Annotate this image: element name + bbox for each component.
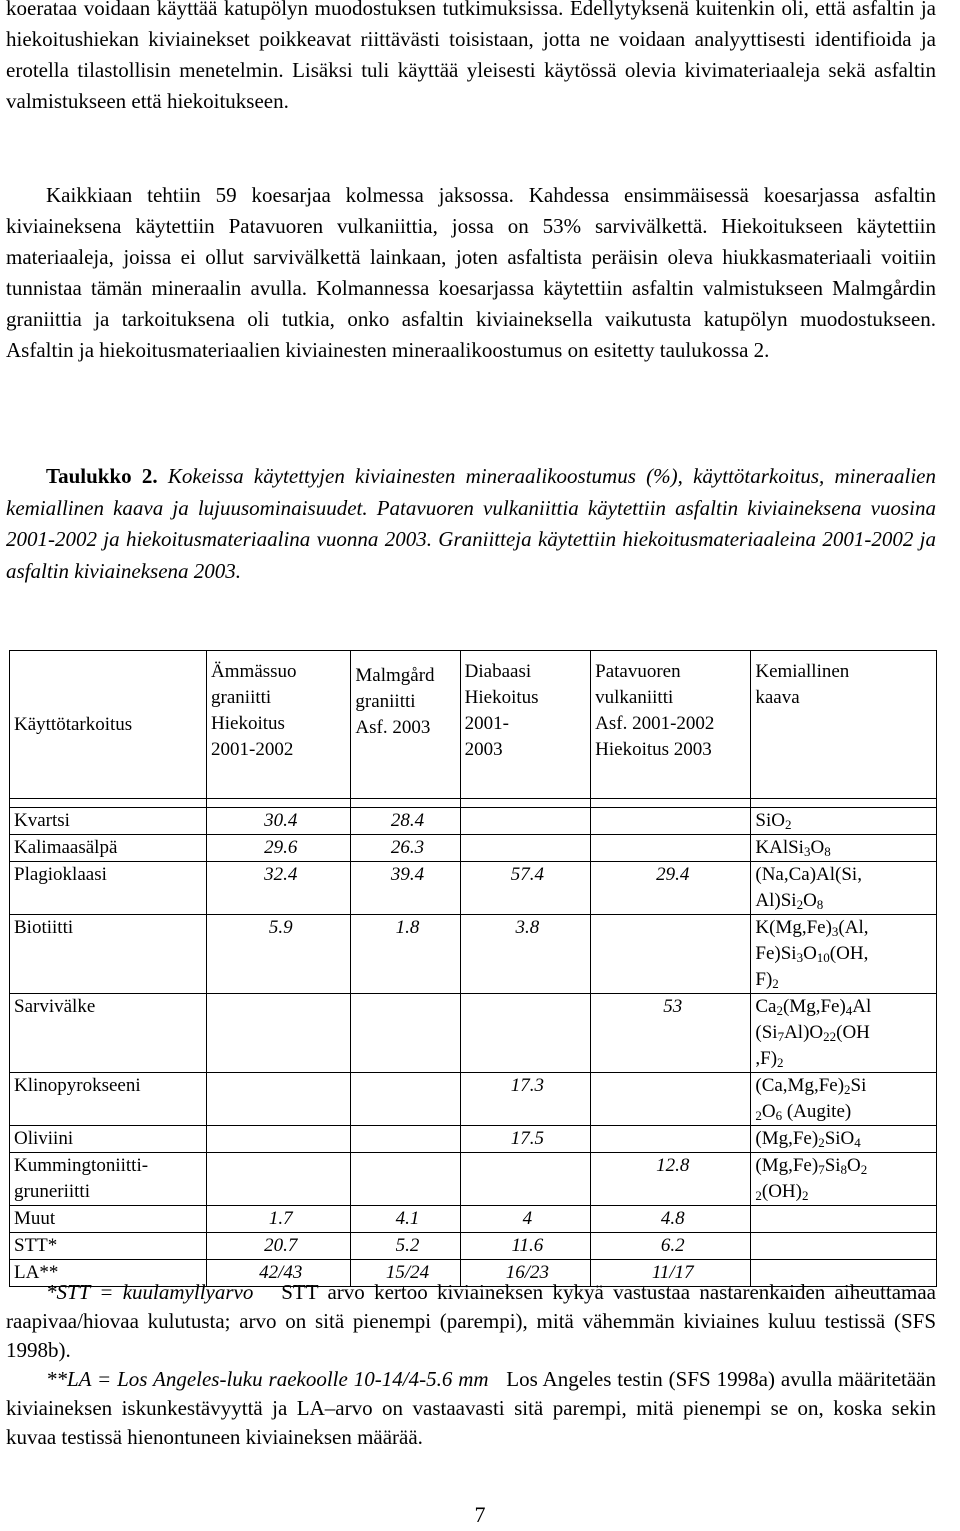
- table-row: [10, 808, 937, 835]
- row-label: Oliviini: [10, 1126, 207, 1153]
- value-cell: 57.4: [460, 862, 590, 915]
- table-caption: [6, 461, 936, 587]
- value-cell: 4.1: [351, 1206, 460, 1233]
- value-cell: [207, 1153, 351, 1206]
- table-row: [10, 1206, 937, 1233]
- formula-cell: [751, 1233, 937, 1260]
- value-cell: [207, 1126, 351, 1153]
- value-cell: [460, 1153, 590, 1206]
- footnote-stt-label: *STT = kuulamyllyarvo: [46, 1280, 254, 1304]
- value-cell: 29.4: [591, 862, 751, 915]
- intro-paragraph: koerataa voidaan käyttää katupölyn muodostuksen tutkimuksissa. Edellytyksenä kuitenkin oli, että asfaltin ja hiekoitushiekan kiviainekset poikkeavat riittävästi toisistaan, jotta ne voidaan analyyttisesti identifioida ja erotella tilastollisin menetelmin. Lisäksi tuli käyttää yleisesti käytössä olevia kivimateriaaleja sekä asfaltin valmistukseen että hiekoitukseen.: [6, 0, 936, 113]
- row-label: Plagioklaasi: [10, 862, 207, 915]
- value-cell: 17.3: [460, 1073, 590, 1126]
- value-cell: [207, 994, 351, 1073]
- value-cell: 1.7: [207, 1206, 351, 1233]
- footnote-la-label: **LA = Los Angeles-luku raekoolle 10-14/4-5.6 mm: [46, 1367, 489, 1391]
- header-malmgard: Malmgård graniitti Asf. 2003: [351, 651, 460, 799]
- value-cell: [460, 835, 590, 862]
- row-label: Biotiitti: [10, 915, 207, 994]
- value-cell: 26.3: [351, 835, 460, 862]
- table-row: [10, 835, 937, 862]
- table-header-row: [10, 651, 937, 799]
- value-cell: 5.9: [207, 915, 351, 994]
- table-row: [10, 1126, 937, 1153]
- value-cell: 53: [591, 994, 751, 1073]
- formula-cell: $(Mg,Fe)_7Si_8O_2$ $_2(OH)_2$: [751, 1153, 937, 1206]
- value-cell: [591, 808, 751, 835]
- table-row: [10, 994, 937, 1073]
- page-number: 7: [474, 1502, 486, 1527]
- experiment-paragraph-text: Kaikkiaan tehtiin 59 koesarjaa kolmessa jaksossa. Kahdessa ensimmäisessä koesarjassa asfaltin kiviaineksena käytettiin Patavuoren vulkaniittia, jossa on 53% sarvivälkettä. Hiekoitukseen käytettiin materiaaleja, joissa ei ollut sarvivälkettä lainkaan, joten asfaltista peräisin oleva hiukkasmateriaali voitiin tunnistaa tämän mineraalin avulla. Kolmannessa koesarjassa käytettiin asfaltin valmistukseen Malmgårdin graniittia ja tarkoituksena oli tutkia, onko asfaltin kiviaineksella vaikutusta katupölyn muodostukseen. Asfaltin ja hiekoitusmateriaalien kiviainesten mineraalikoostumus on esitetty taulukossa 2.: [6, 183, 936, 362]
- row-label: STT*: [10, 1233, 207, 1260]
- value-cell: 4: [460, 1206, 590, 1233]
- value-cell: [591, 915, 751, 994]
- footnote-stt-text: STT arvo kertoo kiviaineksen kykyä vastustaa nastarenkaiden aiheuttamaa raapivaa/hiovaa kulutusta; arvo on sitä pienempi (parempi), mitä vähemmän kiviaines kuluu testissä (SFS 1998b).: [6, 1280, 936, 1362]
- value-cell: [351, 1153, 460, 1206]
- header-kayttotarkoitus: Käyttötarkoitus: [10, 651, 207, 799]
- value-cell: [351, 1073, 460, 1126]
- formula-cell: $(Ca,Mg,Fe)_2Si$ $_2O_6$ (Augite): [751, 1073, 937, 1126]
- header-diabaasi: Diabaasi Hiekoitus 2001- 2003: [460, 651, 590, 799]
- header-ammassuo: Ämmässuo graniitti Hiekoitus 2001-2002: [207, 651, 351, 799]
- value-cell: 32.4: [207, 862, 351, 915]
- value-cell: 11/17: [591, 1260, 751, 1287]
- value-cell: 4.8: [591, 1206, 751, 1233]
- table-row: [10, 915, 937, 994]
- value-cell: [460, 808, 590, 835]
- formula-cell: [751, 1206, 937, 1233]
- table-caption-label: Taulukko 2.: [46, 464, 158, 488]
- value-cell: 6.2: [591, 1233, 751, 1260]
- table-caption-text: Kokeissa käytettyjen kiviainesten mineraalikoostumus (%), käyttötarkoitus, mineraalien kemiallinen kaava ja lujuusominaisuudet. Patavuoren vulkaniittia käytettiin asfaltin kiviaineksena vuosina 2001-2002 ja hiekoitusmateriaalina vuonna 2003. Graniitteja käytettiin hiekoitusmateriaaleina 2001-2002 ja asfaltin kiviaineksena 2003.: [6, 464, 937, 583]
- value-cell: [351, 1126, 460, 1153]
- value-cell: [460, 994, 590, 1073]
- formula-cell: $(Mg,Fe)_2SiO_4$: [751, 1126, 937, 1153]
- mineral-table: [9, 650, 937, 1287]
- value-cell: [207, 1073, 351, 1126]
- table-footnotes: [6, 1278, 936, 1452]
- value-cell: 29.6: [207, 835, 351, 862]
- header-patavuori: Patavuoren vulkaniitti Asf. 2001-2002 Hiekoitus 2003: [591, 651, 751, 799]
- value-cell: 11.6: [460, 1233, 590, 1260]
- experiment-paragraph: [6, 180, 936, 366]
- formula-cell: $Ca_2(Mg,Fe)_4Al$ $(Si_7Al)O_{22}(OH$ $,F)_2$: [751, 994, 937, 1073]
- formula-cell: SiO$_2$: [751, 808, 937, 835]
- value-cell: 30.4: [207, 808, 351, 835]
- value-cell: 17.5: [460, 1126, 590, 1153]
- value-cell: [591, 1126, 751, 1153]
- value-cell: 39.4: [351, 862, 460, 915]
- formula-cell: (Na,Ca)Al(Si, $Al)Si_2O_8$: [751, 862, 937, 915]
- value-cell: [591, 1073, 751, 1126]
- value-cell: [351, 994, 460, 1073]
- value-cell: 16/23: [460, 1260, 590, 1287]
- table-row: [10, 1073, 937, 1126]
- header-kaava: Kemiallinen kaava: [751, 651, 937, 799]
- row-label: LA**: [10, 1260, 207, 1287]
- value-cell: 15/24: [351, 1260, 460, 1287]
- value-cell: [591, 835, 751, 862]
- row-label: Kummingtoniitti- gruneriitti: [10, 1153, 207, 1206]
- table-row: [10, 862, 937, 915]
- value-cell: 12.8: [591, 1153, 751, 1206]
- row-label: Klinopyrokseeni: [10, 1073, 207, 1126]
- footnote-stt: [6, 1278, 936, 1365]
- formula-cell: $K(Mg,Fe)_3(Al$, $Fe)Si_3O_{10}(OH$, $F)_2$: [751, 915, 937, 994]
- formula-cell: $KAlSi_3O_8$: [751, 835, 937, 862]
- value-cell: 5.2: [351, 1233, 460, 1260]
- row-label: Kalimaasälpä: [10, 835, 207, 862]
- row-label: Kvartsi: [10, 808, 207, 835]
- table-row: [10, 1153, 937, 1206]
- value-cell: 3.8: [460, 915, 590, 994]
- value-cell: 42/43: [207, 1260, 351, 1287]
- footnote-la-text: Los Angeles testin (SFS 1998a) avulla määritetään kiviaineksen iskunkestävyyttä ja LA–arvo on vastaavasti sitä parempi, mitä pienempi se on, koska sekin kuvaa testissä hienontuneen kiviaineksen määrää.: [6, 1367, 936, 1449]
- value-cell: 20.7: [207, 1233, 351, 1260]
- row-label: Sarvivälke: [10, 994, 207, 1073]
- footnote-la: [6, 1365, 936, 1452]
- value-cell: 1.8: [351, 915, 460, 994]
- row-label: Muut: [10, 1206, 207, 1233]
- value-cell: 28.4: [351, 808, 460, 835]
- table-row: [10, 1233, 937, 1260]
